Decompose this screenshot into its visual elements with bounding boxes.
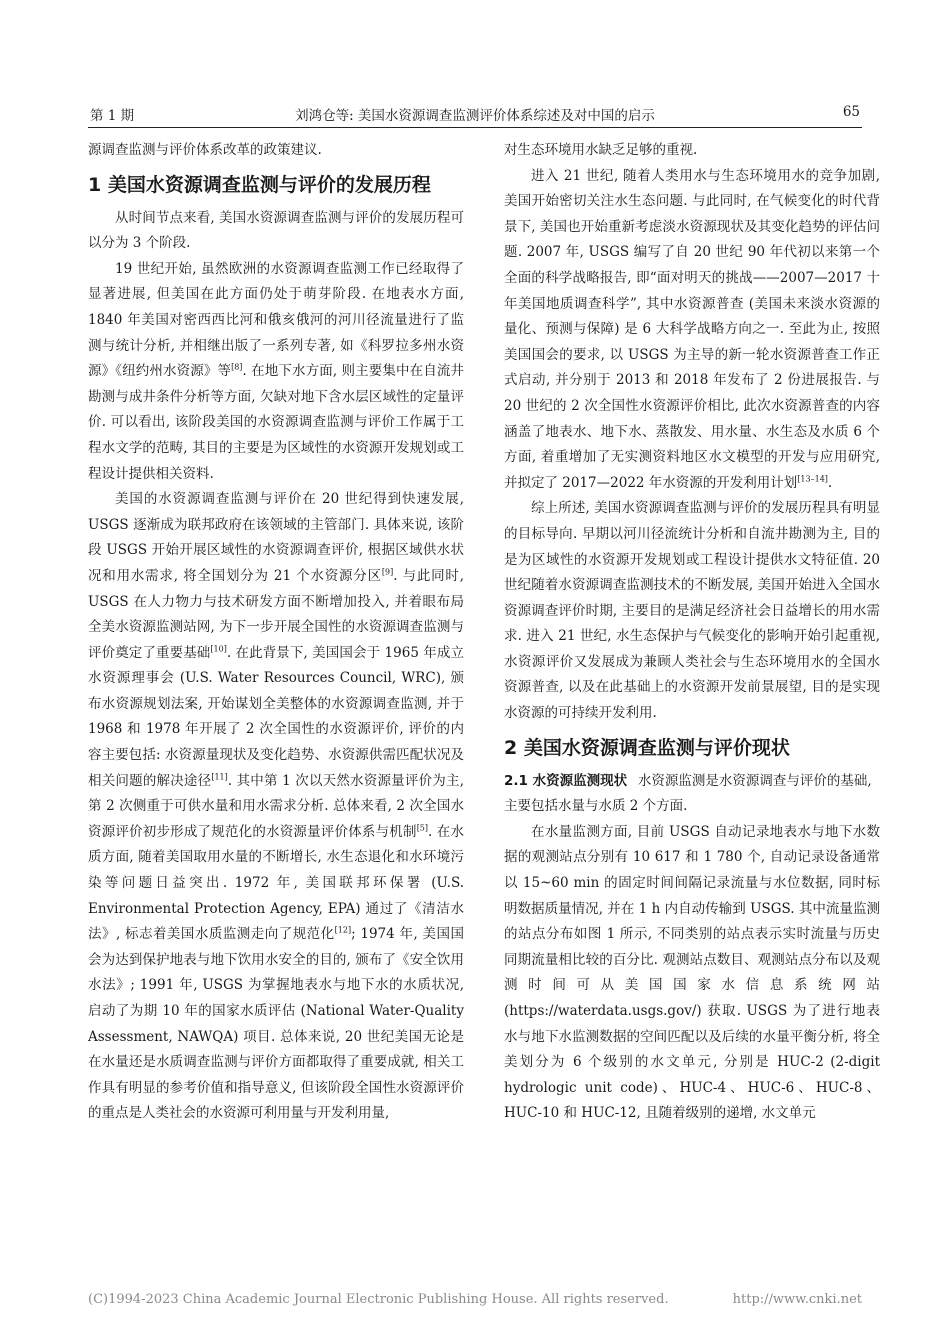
- citation: [9]: [381, 567, 394, 577]
- running-title: 刘鸿仓等: 美国水资源调查监测评价体系综述及对中国的启示: [295, 108, 655, 124]
- paragraph-text: 美国的水资源调查监测与评价在 20 世纪得到快速发展, USGS 逐渐成为联邦政府在该领域的主管部门. 具体来说, 该阶段 USGS 开始开展区域性的水资源调查评价, 根据区域供水状况和用水需求, 将全国划分为 21 个水资源分区: [88, 491, 464, 584]
- footer-url: http://www.cnki.net: [732, 1292, 862, 1307]
- citation: [5]: [416, 823, 429, 833]
- subsection-heading-2-1: 2.1 水资源监测现状: [504, 772, 628, 789]
- paragraph: [88, 257, 464, 487]
- paragraph-text: . 其中第 1 次以天然水资源量评价为主, 第 2 次侧重于可供水量和用水需求分析. 总体来看, 2 次全国水资源评价初步形成了规范化的水资源量评价体系与机制: [88, 772, 464, 840]
- issue-number: 第 1 期: [90, 108, 135, 124]
- paragraph-text: ; 1974 年, 美国国会为达到保护地表与地下饮用水安全的目的, 颁布了《安全饮用水法》; 1991 年, USGS 为掌握地表水与地下水的水质状况, 启动了为期 10 年的国家水质评估 (National Water-Quality Assessment, NAWQA) 项目. 总体来说, 20 世纪美国无论是在水量还是水质调查监测与评价方面都取得了重要成就, 相关工作具有明显的参考价值和指导意义, 但该阶段全国性水资源评价的重点是人类社会的水资源可利用量与开发利用量,: [88, 926, 464, 1122]
- section-heading-1: 1 美国水资源调查监测与评价的发展历程: [88, 173, 431, 196]
- paragraph-continued: 对生态环境用水缺乏足够的重视.: [504, 142, 698, 158]
- paragraph-text: 进入 21 世纪, 随着人类用水与生态环境用水的竞争加剧, 美国开始密切关注水生态问题. 与此同时, 在气候变化的时代背景下, 美国也开始重新考虑淡水资源现状及其变化趋势的评估问题. 2007 年, USGS 编写了自 20 世纪 90 年代初以来第一个全面的科学战略报告, 即“面对明天的挑战——2007—2017 十年美国地质调查科学”, 其中水资源普查 (美国未来淡水资源的量化、预测与保障) 是 6 大科学战略方向之一. 至此为止, 按照美国国会的要求, 以 USGS 为主导的新一轮水资源普查工作正式启动, 并分别于 2013 和 2018 年发布了 2 份进展报告. 与 20 世纪的 2 次全国性水资源评价相比, 此次水资源普查的内容涵盖了地表水、地下水、蒸散发、用水量、水生态及水质 6 个方面, 着重增加了无实测资料地区水文模型的开发与应用研究, 并拟定了 2017—2022 年水资源的开发利用计划: [504, 167, 880, 491]
- paragraph-continued: 源调查监测与评价体系改革的政策建议.: [88, 142, 322, 158]
- paragraph: 从时间节点来看, 美国水资源调查监测与评价的发展历程可以分为 3 个阶段.: [88, 209, 464, 252]
- section-heading-2: 2 美国水资源调查监测与评价现状: [504, 736, 790, 759]
- paragraph-text: . 与此同时, USGS 在人力物力与技术研发方面不断增加投入, 并着眼布局全美水资源监测站网, 为下一步开展全国性的水资源调查监测与评价奠定了重要基础: [88, 567, 465, 661]
- citation: [13–14]: [797, 474, 828, 484]
- paragraph-text: . 在水质方面, 随着美国取用水量的不断增长, 水生态退化和水环境污染等问题日益突出. 1972 年, 美国联邦环保署 (U.S. Environmental Protection Agency, EPA) 通过了《清洁水法》, 标志着美国水质监测走向了规范化: [88, 823, 465, 943]
- header-rule: [88, 127, 862, 128]
- paragraph: [504, 164, 880, 497]
- paragraph-text: .: [827, 474, 833, 491]
- left-column: [88, 138, 464, 1127]
- copyright-footer: [88, 1292, 862, 1314]
- page-number: 65: [842, 104, 860, 120]
- paragraph-text: 19 世纪开始, 虽然欧洲的水资源调查监测工作已经取得了显著进展, 但美国在此方面仍处于萌芽阶段. 在地表水方面, 1840 年美国对密西西比河和俄亥俄河的河川径流量进行了监测与统计分析, 并相继出版了一系列专著, 如《科罗拉多州水资源》《纽约州水资源》等: [88, 260, 464, 380]
- paragraph: [88, 487, 464, 1127]
- citation: [8]: [231, 362, 243, 372]
- citation: [10]: [210, 644, 227, 654]
- paragraph-text: . 在此背景下, 美国国会于 1965 年成立水资源理事会 (U.S. Water Resources Council, WRC), 颁布水资源规划法案, 开始谋划全美整体的水资源调查监测, 并于 1968 和 1978 年开展了 2 次全国性的水资源评价, 评价的内容主要包括: 水资源量现状及变化趋势、水资源供需匹配状况及相关问题的解决途径: [88, 644, 464, 789]
- paragraph: 在水量监测方面, 目前 USGS 自动记录地表水与地下水数据的观测站点分别有 10 617 和 1 780 个, 自动记录设备通常以 15~60 min 的固定时间间隔记录流量与水位数据, 同时标明数据质量情况, 并在 1 h 内自动传输到 USGS. 其中流量监测的站点分布如图 1 所示, 不同类别的站点表示实时流量与历史同期流量相比较的百分比. 观测站点数目、观测站点分布以及观测时间可从美国国家水信息系统网站 (https://waterdata.usgs.gov/) 获取. USGS 为了进行地表水与地下水监测数据的空间匹配以及后续的水量平衡分析, 将全美划分为 6 个级别的水文单元, 分别是 HUC-2 (2-digit hydrologic unit code)、HUC-4、HUC-6、HUC-8、HUC-10 和 HUC-12, 且随着级别的递增, 水文单元: [504, 823, 880, 1122]
- copyright-notice: (C)1994-2023 China Academic Journal Electronic Publishing House. All rights reserved.: [88, 1292, 669, 1307]
- citation: [12]: [334, 925, 352, 935]
- paragraph-text: 水资源监测是水资源调查与评价的基础, 主要包括水量与水质 2 个方面.: [504, 772, 872, 815]
- paragraph-text: . 在地下水方面, 则主要集中在自流井勘测与成井条件分析等方面, 欠缺对地下含水层区域性的定量评价. 可以看出, 该阶段美国的水资源调查监测与评价工作属于工程水文学的范畴, 其目的主要是为区域性的水资源开发规划或工程设计提供相关资料.: [88, 363, 465, 482]
- citation: [11]: [211, 772, 228, 782]
- running-header: [90, 104, 860, 126]
- right-column: [504, 138, 880, 1127]
- paragraph: 综上所述, 美国水资源调查监测与评价的发展历程具有明显的目标导向. 早期以河川径流统计分析和自流井勘测为主, 目的是为区域性的水资源开发规划或工程设计提供水文特征值. 20 世纪随着水资源调查监测技术的不断发展, 美国开始进入全国水资源调查评价时期, 主要目的是满足经济社会日益增长的用水需求. 进入 21 世纪, 水生态保护与气候变化的影响开始引起重视, 水资源评价又发展成为兼顾人类社会与生态环境用水的全国水资源普查, 以及在此基础上的水资源开发前景展望, 目的是实现水资源的可持续开发利用.: [504, 500, 880, 722]
